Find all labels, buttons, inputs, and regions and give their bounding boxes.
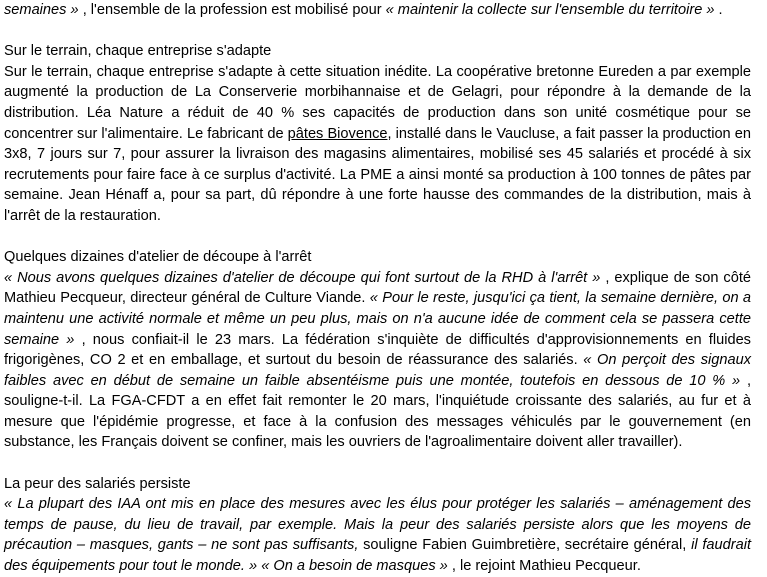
decoupe-text-2: , nous confiait-il le 23 mars. La fédération s'inquiète de difficultés d'approvisionnements en fluides frigorigènes, CO 2 et en emballage, et surtout du besoin de réassurance des salariés. — [4, 331, 751, 369]
intro-paragraph — [4, 0, 751, 21]
peur-text-3: , le rejoint Mathieu Pecqueur. — [447, 558, 641, 575]
paragraph-spacer — [4, 227, 751, 248]
section-paragraph-peur — [4, 494, 751, 576]
intro-quote-2: « maintenir la collecte sur l'ensemble du territoire » — [385, 2, 715, 18]
decoupe-quote-2: « Pour le reste, jusqu'ici ça tient, la semaine dernière, on a maintenu une activité normale et même un peu plus, mais on n'a aucune idée de comment cela se passera cette semaine » — [4, 290, 751, 348]
peur-quote-3: « On a besoin de masques » — [261, 558, 448, 575]
decoupe-text-3: , souligne-t-il. La FGA-CFDT a en effet fait remonter le 20 mars, l'inquiétude croissante des salariés, au fur et à mesure que l'épidémie progresse, et face à la confusion des messages véhiculés par le gouvernement (en substance, les Français doivent se confiner, mais les ouvriers de l'agroalimentaire doivent aller travailler). — [4, 372, 752, 451]
intro-quote-1: semaines » — [4, 2, 79, 18]
peur-text-1: souligne Fabien Guimbretière, secrétaire général, — [358, 537, 692, 554]
decoupe-text-1: , explique de son côté Mathieu Pecqueur, directeur général de Culture Viande. — [4, 269, 751, 307]
peur-quote-2: il faudrait des équipements pour tout le monde. » — [4, 537, 752, 575]
intro-text-1: , l'ensemble de la profession est mobilisé pour — [78, 2, 386, 18]
paragraph-spacer — [4, 453, 751, 474]
peur-quote-1: « La plupart des IAA ont mis en place des mesures avec les élus pour protéger les salariés – aménagement des temps de pause, du lieu de travail, par exemple. Mais la peur des salariés persiste alors que les moyens de précaution – masques, gants – ne sont pas suffisants, — [4, 496, 751, 554]
section-heading-peur: La peur des salariés persiste — [4, 475, 191, 492]
intro-text-2: . — [714, 2, 723, 18]
decoupe-quote-1: « Nous avons quelques dizaines d'atelier de découpe qui font surtout de la RHD à l'arrêt » — [4, 269, 601, 286]
decoupe-quote-3: « On perçoit des signaux faibles avec en début de semaine un faible absentéisme puis une montée, toutefois en dessous de 10 % » — [4, 352, 751, 389]
article-body — [4, 0, 751, 577]
section-heading-terrain: Sur le terrain, chaque entreprise s'adapte — [4, 43, 272, 60]
section-heading-decoupe: Quelques dizaines d'atelier de découpe à l'arrêt — [4, 249, 312, 266]
paragraph-spacer — [4, 21, 751, 42]
terrain-text-1: Sur le terrain, chaque entreprise s'adapte à cette situation inédite. La coopérative bretonne Eureden a par exemple augmenté la production de La Conserverie morbihannaise et de Gelagri, pour répondre à la demande de la distribution. Léa Nature a réduit de 40 % ses capacités de production dans son unité cosmétique pour se concentrer sur l'alimentaire. Le fabricant de — [4, 63, 751, 142]
biovence-link[interactable]: pâtes Biovence — [287, 125, 388, 142]
section-paragraph-decoupe — [4, 268, 751, 453]
section-paragraph-terrain — [4, 62, 751, 227]
terrain-text-2: , installé dans le Vaucluse, a fait passer la production en 3x8, 7 jours sur 7, pour assurer la livraison des magasins alimentaires, mobilisé ses 45 salariés et procédé à six recrutements pour faire face à ce surplus d'activité. La PME a ainsi monté sa production à 100 tonnes de pâtes par semaine. Jean Hénaff a, pour sa part, dû répondre à une forte hausse des commandes de la distribution, mais à l'arrêt de la restauration. — [4, 125, 751, 224]
